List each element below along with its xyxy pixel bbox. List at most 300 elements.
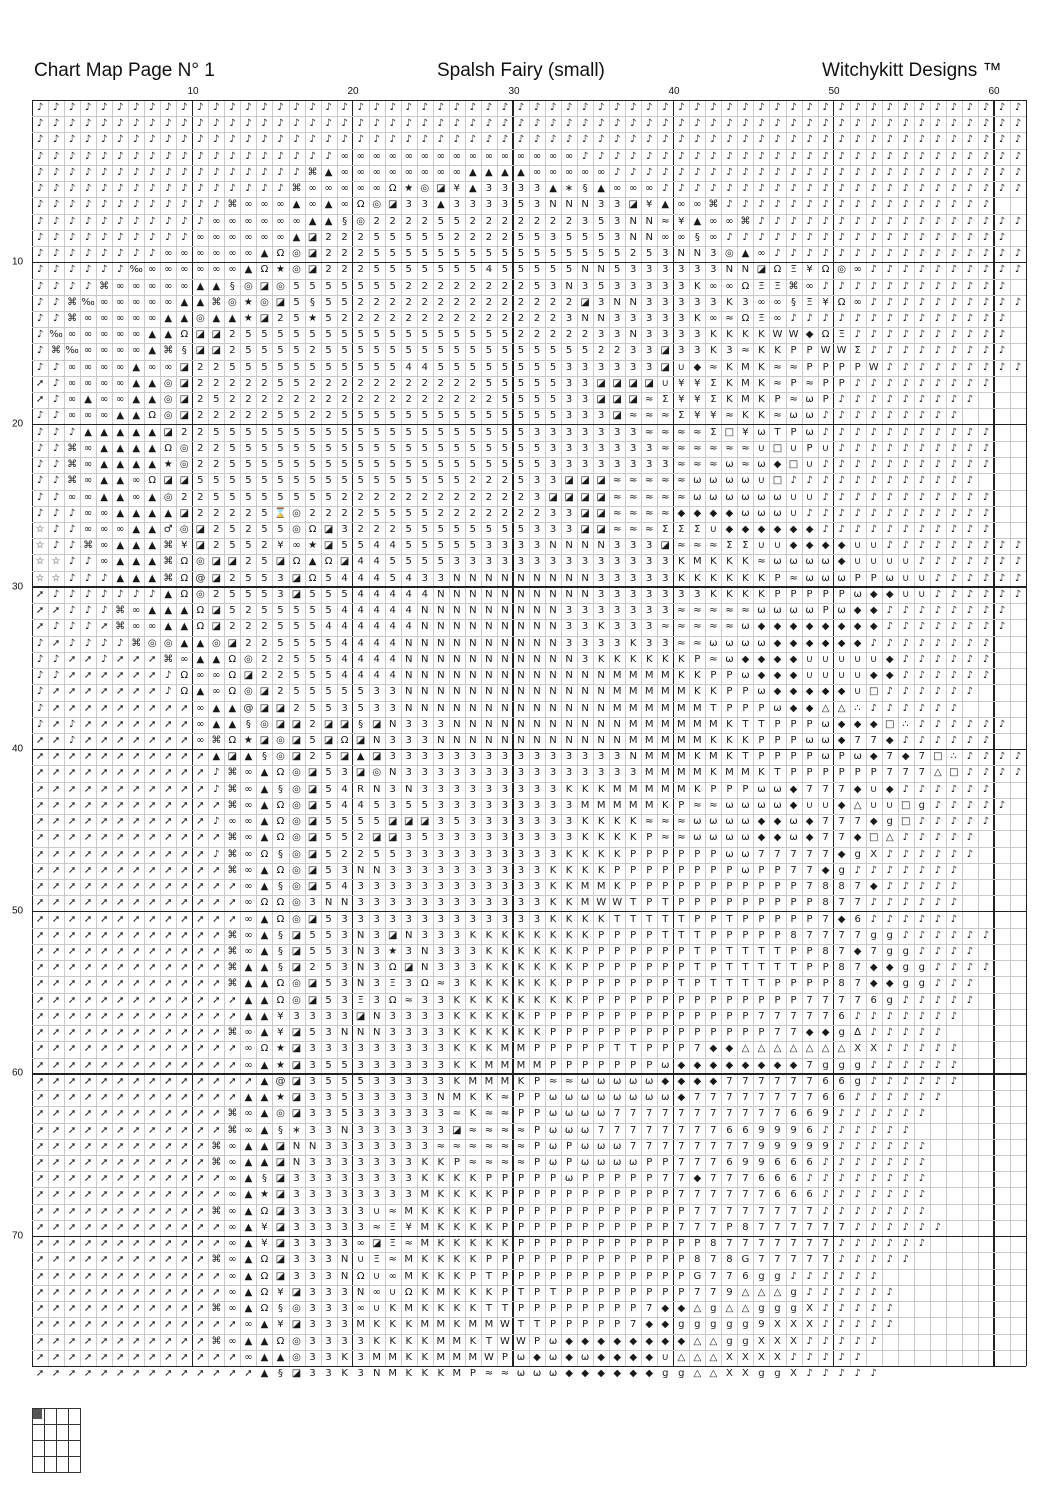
chart-cell: 3: [593, 636, 609, 652]
chart-cell: @: [240, 701, 256, 717]
chart-cell: ∪: [818, 652, 834, 668]
chart-cell: 5: [369, 814, 385, 830]
chart-cell: P: [866, 571, 882, 587]
chart-cell: [994, 1139, 1010, 1155]
chart-cell: ≈: [497, 1155, 513, 1171]
chart-cell: [994, 506, 1010, 522]
chart-cell: ♪: [737, 132, 753, 148]
chart-cell: Ω: [272, 765, 288, 781]
chart-cell: ∞: [753, 295, 769, 311]
chart-cell: ▲: [176, 619, 192, 635]
chart-cell: ➚: [208, 1090, 224, 1106]
chart-cell: ➚: [112, 879, 128, 895]
chart-cell: P: [529, 1204, 545, 1220]
chart-cell: K: [545, 993, 561, 1009]
chart-cell: ◎: [160, 392, 176, 408]
chart-cell: 3: [433, 993, 449, 1009]
chart-cell: ➚: [80, 830, 96, 846]
chart-cell: K: [433, 1220, 449, 1236]
chart-cell: M: [385, 1350, 401, 1366]
chart-cell: P: [641, 1285, 657, 1301]
chart-cell: ♪: [1010, 214, 1026, 230]
chart-cell: ▲: [112, 473, 128, 489]
chart-cell: 5: [353, 279, 369, 295]
chart-cell: 5: [321, 327, 337, 343]
chart-cell: ➚: [48, 847, 64, 863]
chart-cell: ♪: [786, 1269, 802, 1285]
chart-cell: 5: [465, 327, 481, 343]
chart-cell: ♪: [946, 165, 962, 181]
chart-cell: 2: [433, 490, 449, 506]
chart-cell: ◆: [866, 879, 882, 895]
chart-cell: ♪: [48, 441, 64, 457]
chart-cell: ⌘: [160, 343, 176, 359]
chart-cell: 5: [481, 441, 497, 457]
chart-cell: N: [529, 684, 545, 700]
chart-cell: ➚: [64, 1139, 80, 1155]
chart-cell: ♪: [689, 116, 705, 132]
chart-cell: [946, 1187, 962, 1203]
chart-cell: M: [657, 782, 673, 798]
chart-cell: ♪: [898, 1220, 914, 1236]
chart-cell: Ⅹ: [786, 1366, 802, 1382]
chart-cell: ∞: [240, 1317, 256, 1333]
chart-cell: 3: [449, 197, 465, 213]
chart-cell: 3: [609, 765, 625, 781]
chart-cell: ♪: [305, 149, 321, 165]
chart-cell: ♪: [818, 116, 834, 132]
chart-cell: ♪: [802, 506, 818, 522]
chart-cell: 7: [769, 1074, 785, 1090]
chart-cell: Ω: [224, 684, 240, 700]
chart-cell: P: [721, 993, 737, 1009]
chart-cell: Ξ: [753, 311, 769, 327]
chart-cell: ♪: [882, 457, 898, 473]
chart-cell: 5: [497, 343, 513, 359]
chart-cell: ω: [753, 490, 769, 506]
chart-cell: 5: [289, 360, 305, 376]
chart-cell: ♪: [256, 116, 272, 132]
chart-cell: ♪: [882, 619, 898, 635]
chart-cell: P: [497, 1187, 513, 1203]
chart-cell: ♪: [818, 425, 834, 441]
chart-cell: P: [609, 1236, 625, 1252]
chart-cell: ∞: [401, 165, 417, 181]
chart-cell: 8: [834, 976, 850, 992]
chart-cell: ◪: [561, 473, 577, 489]
chart-cell: T: [673, 976, 689, 992]
chart-cell: ♪: [866, 863, 882, 879]
chart-cell: K: [737, 571, 753, 587]
chart-cell: ♪: [1010, 100, 1026, 116]
chart-cell: ♪: [962, 944, 978, 960]
chart-cell: ≈: [673, 636, 689, 652]
chart-cell: 2: [321, 230, 337, 246]
chart-cell: P: [786, 733, 802, 749]
chart-cell: N: [625, 749, 641, 765]
chart-cell: 3: [289, 1252, 305, 1268]
chart-cell: ∞: [224, 814, 240, 830]
chart-cell: ➚: [176, 912, 192, 928]
chart-cell: ω: [577, 1090, 593, 1106]
chart-cell: ➚: [208, 879, 224, 895]
chart-cell: ♪: [786, 473, 802, 489]
chart-cell: ➚: [64, 1334, 80, 1350]
chart-cell: T: [769, 425, 785, 441]
chart-cell: ➚: [176, 1204, 192, 1220]
chart-cell: N: [481, 636, 497, 652]
chart-cell: ♪: [850, 327, 866, 343]
chart-cell: ♪: [737, 181, 753, 197]
chart-cell: ♪: [208, 132, 224, 148]
chart-cell: ♪: [834, 181, 850, 197]
chart-cell: ♪: [898, 619, 914, 635]
chart-cell: ♪: [513, 132, 529, 148]
chart-cell: 4: [353, 587, 369, 603]
chart-cell: ♪: [882, 425, 898, 441]
chart-cell: 5: [385, 360, 401, 376]
chart-cell: ♪: [882, 441, 898, 457]
chart-cell: ➚: [160, 1139, 176, 1155]
chart-cell: ♪: [930, 522, 946, 538]
chart-cell: ➚: [160, 1074, 176, 1090]
chart-cell: ∪: [657, 1350, 673, 1366]
chart-cell: 4: [369, 554, 385, 570]
chart-cell: ω: [689, 490, 705, 506]
chart-cell: N: [577, 684, 593, 700]
chart-cell: N: [449, 717, 465, 733]
chart-cell: ▲: [321, 214, 337, 230]
chart-cell: P: [737, 1009, 753, 1025]
chart-cell: ◪: [289, 749, 305, 765]
chart-cell: 5: [224, 360, 240, 376]
chart-cell: N: [465, 587, 481, 603]
chart-cell: P: [625, 1171, 641, 1187]
chart-cell: 3: [337, 1220, 353, 1236]
chart-cell: ➚: [64, 814, 80, 830]
chart-cell: Ω: [321, 554, 337, 570]
chart-cell: ◪: [176, 506, 192, 522]
chart-cell: [1010, 1123, 1026, 1139]
chart-cell: 7: [769, 1220, 785, 1236]
chart-cell: P: [737, 993, 753, 1009]
chart-cell: ♪: [930, 912, 946, 928]
chart-cell: K: [545, 960, 561, 976]
chart-cell: ♪: [962, 343, 978, 359]
chart-cell: 3: [577, 652, 593, 668]
chart-cell: 7: [641, 1301, 657, 1317]
chart-cell: ➚: [112, 1366, 128, 1382]
chart-cell: K: [529, 960, 545, 976]
chart-cell: ♪: [128, 246, 144, 262]
chart-cell: ♪: [914, 1204, 930, 1220]
chart-cell: 5: [417, 327, 433, 343]
chart-cell: ♪: [994, 587, 1010, 603]
chart-cell: [994, 1269, 1010, 1285]
chart-cell: N: [609, 733, 625, 749]
chart-cell: 5: [641, 246, 657, 262]
chart-cell: 3: [449, 554, 465, 570]
chart-cell: K: [721, 376, 737, 392]
chart-cell: ∞: [144, 619, 160, 635]
chart-cell: M: [417, 1317, 433, 1333]
chart-cell: ◆: [834, 798, 850, 814]
chart-cell: K: [465, 1285, 481, 1301]
chart-cell: P: [497, 1171, 513, 1187]
chart-cell: ➚: [176, 830, 192, 846]
chart-cell: [994, 1123, 1010, 1139]
chart-cell: N: [737, 262, 753, 278]
chart-cell: ♪: [978, 327, 994, 343]
chart-cell: ▲: [256, 912, 272, 928]
chart-cell: ⌘: [705, 197, 721, 213]
chart-cell: K: [481, 1009, 497, 1025]
chart-cell: ♪: [850, 1252, 866, 1268]
chart-cell: ω: [593, 1155, 609, 1171]
chart-cell: ♪: [978, 295, 994, 311]
chart-cell: 5: [481, 343, 497, 359]
chart-cell: 3: [497, 814, 513, 830]
chart-cell: 5: [449, 262, 465, 278]
chart-cell: 7: [753, 1220, 769, 1236]
chart-cell: 5: [417, 554, 433, 570]
chart-cell: P: [593, 944, 609, 960]
chart-cell: K: [657, 652, 673, 668]
chart-cell: ⌘: [208, 1139, 224, 1155]
chart-cell: Ⅹ: [850, 1041, 866, 1057]
chart-cell: ➚: [160, 1009, 176, 1025]
chart-cell: K: [545, 912, 561, 928]
chart-cell: 5: [321, 847, 337, 863]
chart-cell: P: [802, 765, 818, 781]
chart-cell: ♪: [353, 132, 369, 148]
chart-cell: M: [449, 1366, 465, 1382]
chart-cell: ♪: [112, 214, 128, 230]
chart-cell: 3: [417, 1025, 433, 1041]
chart-cell: ∞: [144, 295, 160, 311]
chart-cell: ≈: [721, 408, 737, 424]
chart-cell: §: [305, 295, 321, 311]
chart-cell: ♪: [48, 311, 64, 327]
chart-cell: 5: [256, 425, 272, 441]
chart-cell: P: [689, 895, 705, 911]
chart-cell: ♪: [866, 1139, 882, 1155]
chart-cell: N: [545, 733, 561, 749]
chart-cell: ➚: [128, 652, 144, 668]
chart-cell: ▲: [208, 311, 224, 327]
chart-cell: 6: [834, 1074, 850, 1090]
chart-cell: ➚: [176, 1350, 192, 1366]
chart-cell: ♪: [753, 181, 769, 197]
chart-cell: K: [753, 765, 769, 781]
chart-cell: Ω: [192, 619, 208, 635]
chart-cell: ♪: [208, 765, 224, 781]
chart-cell: Ω: [256, 1041, 272, 1057]
chart-cell: ♪: [962, 814, 978, 830]
chart-cell: 7: [705, 1252, 721, 1268]
chart-cell: ‰: [80, 295, 96, 311]
chart-cell: ♪: [64, 571, 80, 587]
chart-cell: ♪: [593, 116, 609, 132]
chart-cell: 5: [465, 343, 481, 359]
chart-cell: [978, 473, 994, 489]
chart-cell: K: [593, 652, 609, 668]
chart-cell: K: [513, 944, 529, 960]
chart-cell: ♪: [1010, 554, 1026, 570]
chart-cell: 5: [272, 490, 288, 506]
chart-cell: 7: [898, 765, 914, 781]
chart-cell: 3: [577, 457, 593, 473]
chart-cell: M: [641, 765, 657, 781]
chart-cell: 9: [737, 1155, 753, 1171]
chart-cell: [930, 1285, 946, 1301]
chart-cell: ➚: [144, 1123, 160, 1139]
chart-cell: 3: [465, 749, 481, 765]
chart-cell: 5: [465, 425, 481, 441]
chart-cell: ♪: [866, 473, 882, 489]
chart-cell: 5: [289, 311, 305, 327]
chart-cell: ♪: [128, 181, 144, 197]
chart-cell: 7: [818, 830, 834, 846]
chart-cell: □: [866, 684, 882, 700]
column-number-30: 30: [508, 86, 519, 97]
chart-cell: ∞: [128, 279, 144, 295]
chart-cell: ♪: [914, 814, 930, 830]
chart-cell: 7: [834, 993, 850, 1009]
chart-cell: 7: [786, 1090, 802, 1106]
chart-cell: ω: [769, 701, 785, 717]
chart-cell: ◆: [609, 1334, 625, 1350]
chart-cell: ◪: [305, 230, 321, 246]
chart-cell: 3: [593, 327, 609, 343]
chart-cell: N: [561, 652, 577, 668]
chart-cell: 7: [786, 863, 802, 879]
chart-cell: N: [465, 668, 481, 684]
chart-cell: ♪: [818, 197, 834, 213]
chart-cell: 3: [529, 879, 545, 895]
chart-cell: N: [513, 587, 529, 603]
chart-cell: P: [577, 1171, 593, 1187]
chart-cell: 5: [497, 441, 513, 457]
chart-cell: 7: [769, 1009, 785, 1025]
chart-cell: ➚: [64, 749, 80, 765]
chart-cell: ♪: [112, 116, 128, 132]
chart-cell: ◆: [818, 863, 834, 879]
chart-cell: ♪: [721, 165, 737, 181]
chart-cell: ◪: [224, 554, 240, 570]
chart-cell: 3: [369, 1090, 385, 1106]
chart-cell: P: [705, 928, 721, 944]
chart-cell: ♪: [850, 100, 866, 116]
chart-cell: ♪: [866, 1058, 882, 1074]
chart-cell: ➚: [32, 1301, 48, 1317]
chart-cell: ⌘: [160, 652, 176, 668]
chart-cell: ▲: [144, 441, 160, 457]
chart-cell: ☆: [32, 522, 48, 538]
chart-cell: ▲: [96, 457, 112, 473]
chart-cell: 3: [513, 912, 529, 928]
chart-cell: 3: [337, 960, 353, 976]
chart-cell: [962, 1269, 978, 1285]
chart-cell: 3: [321, 1252, 337, 1268]
chart-cell: 6: [834, 1009, 850, 1025]
chart-cell: ∞: [128, 490, 144, 506]
chart-cell: 3: [337, 1041, 353, 1057]
chart-cell: ➚: [80, 928, 96, 944]
chart-cell: ➚: [208, 895, 224, 911]
chart-cell: ▲: [144, 425, 160, 441]
chart-cell: T: [721, 976, 737, 992]
chart-cell: N: [401, 668, 417, 684]
chart-cell: ω: [545, 1139, 561, 1155]
chart-cell: K: [465, 1220, 481, 1236]
chart-cell: [978, 1285, 994, 1301]
chart-cell: ¥: [256, 1236, 272, 1252]
chart-cell: [994, 1204, 1010, 1220]
chart-cell: 3: [305, 1252, 321, 1268]
chart-cell: P: [577, 1252, 593, 1268]
chart-cell: 7: [753, 847, 769, 863]
chart-cell: [994, 522, 1010, 538]
chart-cell: 3: [641, 603, 657, 619]
chart-cell: N: [593, 311, 609, 327]
chart-cell: ➚: [128, 960, 144, 976]
chart-cell: 2: [465, 295, 481, 311]
chart-cell: ≈: [657, 490, 673, 506]
chart-cell: ▲: [256, 1139, 272, 1155]
chart-cell: ∞: [240, 197, 256, 213]
chart-cell: ➚: [32, 765, 48, 781]
chart-cell: K: [529, 976, 545, 992]
chart-cell: 2: [561, 214, 577, 230]
chart-cell: 4: [385, 538, 401, 554]
chart-cell: 2: [353, 262, 369, 278]
chart-cell: ♪: [802, 1269, 818, 1285]
chart-cell: ◆: [673, 1090, 689, 1106]
chart-cell: ¥: [818, 295, 834, 311]
chart-cell: N: [337, 1025, 353, 1041]
chart-cell: ∞: [240, 895, 256, 911]
chart-cell: ω: [802, 408, 818, 424]
chart-cell: ♪: [898, 1123, 914, 1139]
chart-cell: 5: [289, 619, 305, 635]
chart-cell: N: [465, 636, 481, 652]
chart-cell: ◎: [272, 749, 288, 765]
chart-cell: 5: [433, 230, 449, 246]
chart-cell: P: [721, 668, 737, 684]
chart-cell: ♪: [946, 116, 962, 132]
chart-cell: ♪: [898, 733, 914, 749]
chart-cell: 2: [385, 295, 401, 311]
chart-cell: N: [529, 619, 545, 635]
chart-cell: 2: [513, 279, 529, 295]
chart-cell: ♪: [753, 116, 769, 132]
chart-cell: Ⅹ: [769, 1350, 785, 1366]
chart-cell: K: [465, 1236, 481, 1252]
chart-cell: ♪: [978, 636, 994, 652]
chart-cell: ◪: [321, 522, 337, 538]
chart-cell: [1010, 814, 1026, 830]
chart-cell: ➚: [80, 652, 96, 668]
chart-cell: ∞: [176, 279, 192, 295]
chart-cell: ➚: [96, 830, 112, 846]
chart-cell: 7: [818, 1252, 834, 1268]
chart-cell: ▲: [224, 701, 240, 717]
chart-cell: ♪: [625, 165, 641, 181]
chart-cell: ♪: [866, 1334, 882, 1350]
chart-cell: 5: [401, 473, 417, 489]
chart-cell: 7: [769, 847, 785, 863]
